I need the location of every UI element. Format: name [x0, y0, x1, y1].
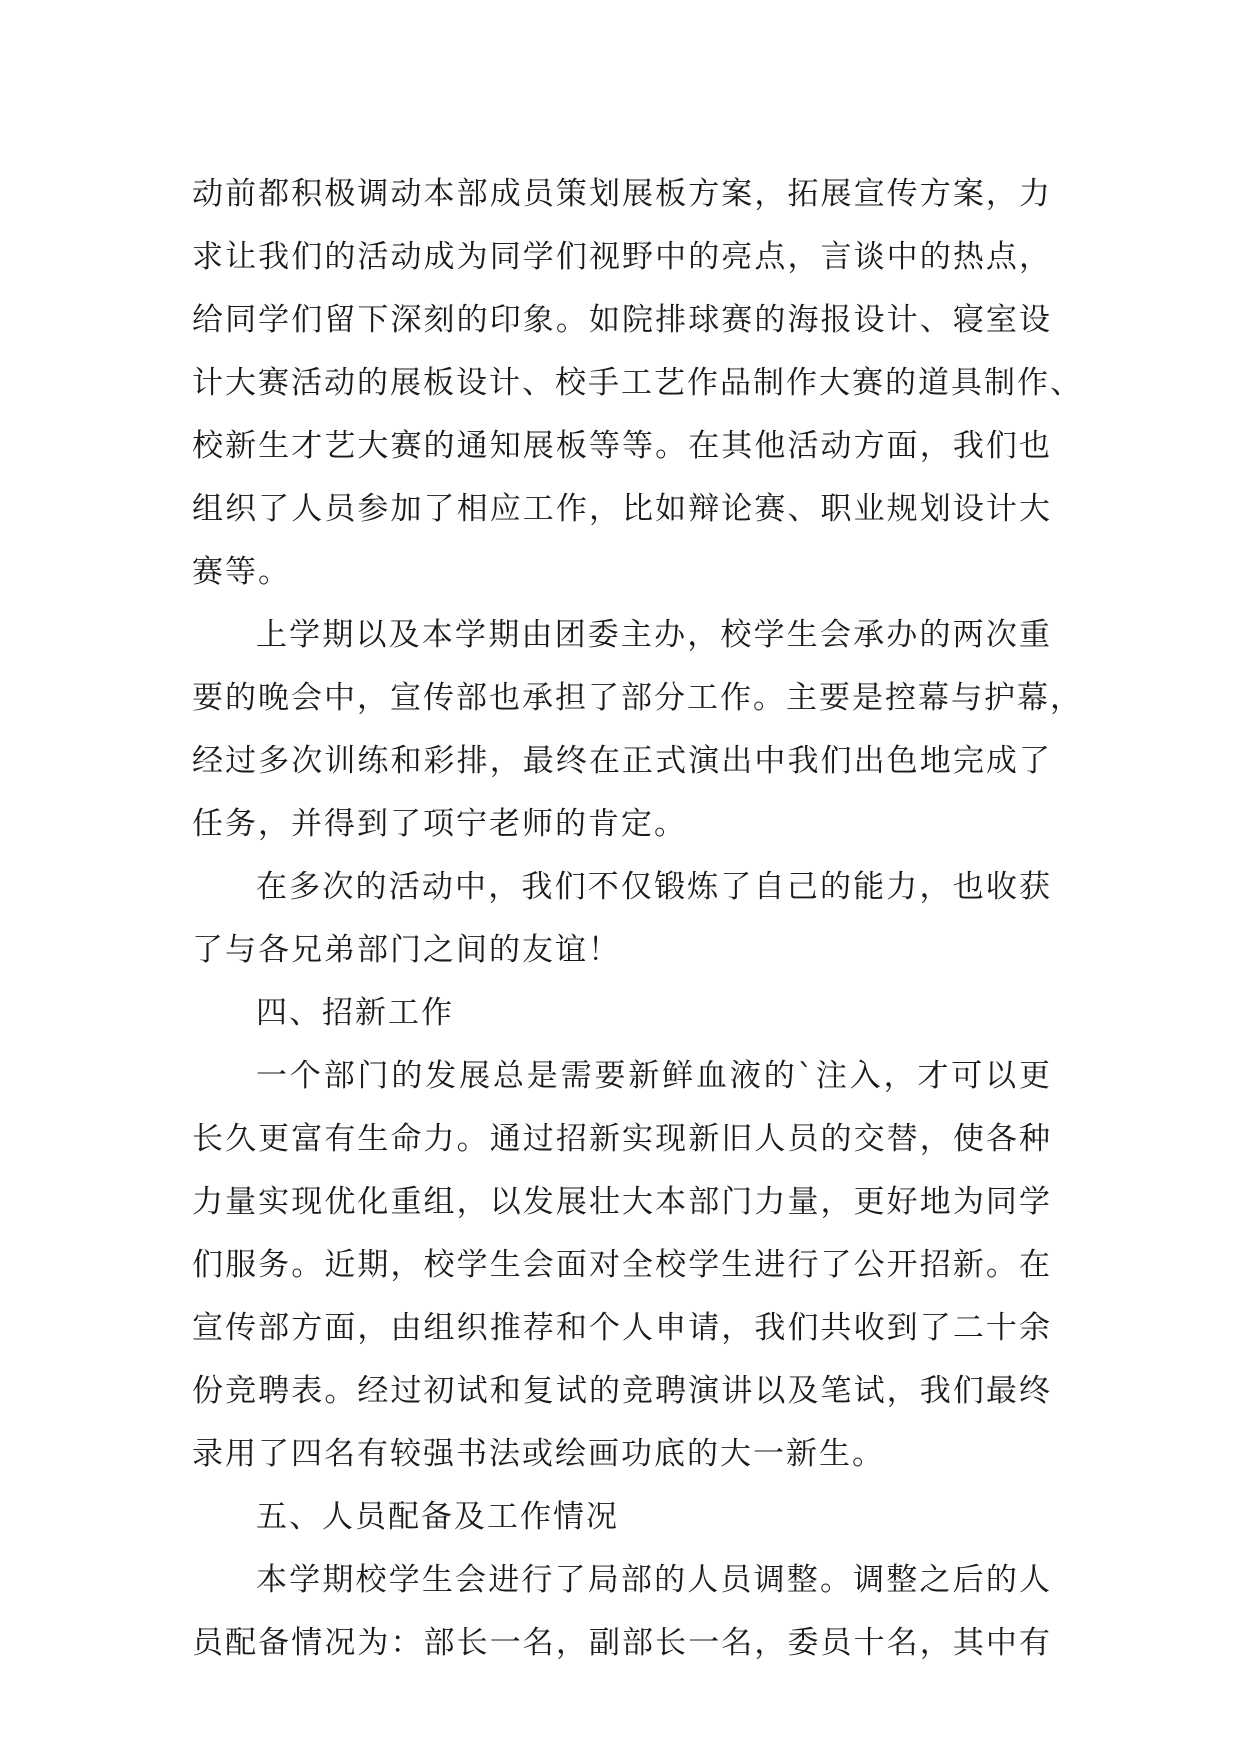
text-line: 要的晚会中，宣传部也承担了部分工作。主要是控幕与护幕，	[192, 680, 1083, 716]
text-line: 求让我们的活动成为同学们视野中的亮点，言谈中的热点，	[192, 239, 1052, 275]
text-line: 了与各兄弟部门之间的友谊！	[192, 932, 621, 968]
text-line: 一个部门的发展总是需要新鲜血液的`注入，才可以更	[256, 1058, 1052, 1094]
section-heading: 四、招新工作	[256, 995, 454, 1031]
section-heading: 五、人员配备及工作情况	[256, 1499, 619, 1535]
text-line: 任务，并得到了项宁老师的肯定。	[192, 806, 687, 842]
text-line: 计大赛活动的展板设计、校手工艺作品制作大赛的道具制作、	[192, 365, 1083, 401]
text-line: 在多次的活动中，我们不仅锻炼了自己的能力，也收获	[256, 869, 1052, 905]
text-line: 们服务。近期，校学生会面对全校学生进行了公开招新。在	[192, 1247, 1052, 1283]
text-line: 力量实现优化重组，以发展壮大本部门力量，更好地为同学	[192, 1184, 1052, 1220]
text-line: 给同学们留下深刻的印象。如院排球赛的海报设计、寝室设	[192, 302, 1052, 338]
text-line: 赛等。	[192, 554, 291, 590]
text-line: 本学期校学生会进行了局部的人员调整。调整之后的人	[256, 1562, 1052, 1598]
text-line: 组织了人员参加了相应工作，比如辩论赛、职业规划设计大	[192, 491, 1052, 527]
text-line: 校新生才艺大赛的通知展板等等。在其他活动方面，我们也	[192, 428, 1052, 464]
text-line: 长久更富有生命力。通过招新实现新旧人员的交替，使各种	[192, 1121, 1052, 1157]
text-line: 经过多次训练和彩排，最终在正式演出中我们出色地完成了	[192, 743, 1052, 779]
text-line: 上学期以及本学期由团委主办，校学生会承办的两次重	[256, 617, 1052, 653]
text-line: 员配备情况为：部长一名，副部长一名，委员十名，其中有	[192, 1625, 1052, 1661]
text-line: 宣传部方面，由组织推荐和个人申请，我们共收到了二十余	[192, 1310, 1052, 1346]
text-line: 录用了四名有较强书法或绘画功底的大一新生。	[192, 1436, 885, 1472]
text-line: 动前都积极调动本部成员策划展板方案，拓展宣传方案，力	[192, 176, 1052, 212]
document-body	[192, 163, 1083, 1675]
text-line: 份竞聘表。经过初试和复试的竞聘演讲以及笔试，我们最终	[192, 1373, 1052, 1409]
